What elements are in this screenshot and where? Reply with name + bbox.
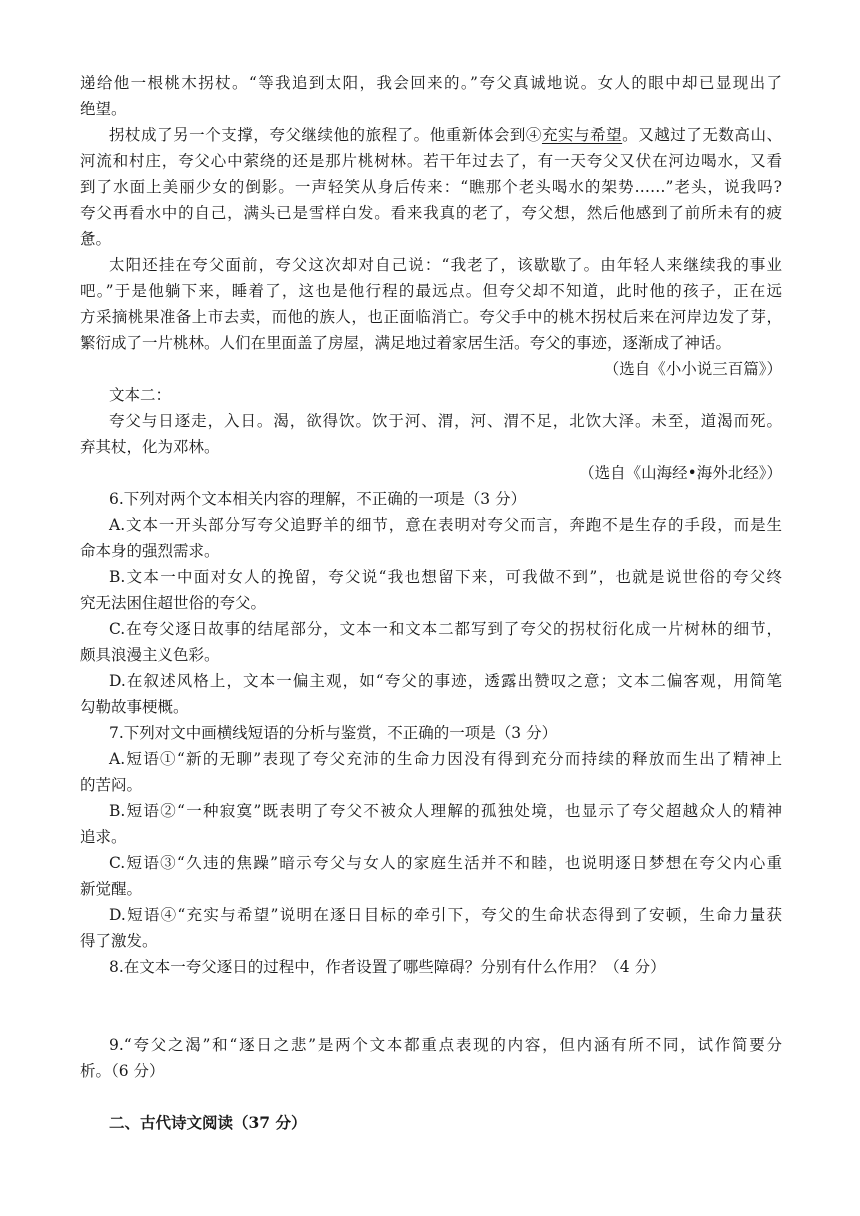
text1-source: （选自《小小说三百篇》） [603,360,782,378]
q7-option-d-cont: 得了激发。 [80,932,158,950]
q6-option-b-cont: 究无法困住超世俗的夸父。 [80,594,267,612]
q6-option-d-cont: 勾勒故事梗概。 [80,698,189,716]
text1-line: 吧。”于是他躺下来，睡着了，这也是他行程的最远点。但夸父却不知道，此时他的孩子，正在远 [80,282,782,300]
text2-line: 夸父与日逐走，入日。渴，欲得饮。饮于河、渭，河、渭不足，北饮大泽。未至，道渴而死。 [109,412,782,430]
text2-line: 弃其杖，化为邓林。 [80,438,220,456]
q6-option-c-cont: 颇具浪漫主义色彩。 [80,646,220,664]
question-9-stem-cont: 析。（6 分） [80,1062,165,1080]
question-7-stem: 7.下列对文中画横线短语的分析与鉴赏，不正确的一项是（3 分） [109,724,558,742]
q6-option-c: C.在夸父逐日故事的结尾部分，文本一和文本二都写到了夸父的拐杖衍化成一片树林的细节， [109,620,782,638]
q6-option-b: B.文本一中面对女人的挽留，夸父说“我也想留下来，可我做不到”，也就是说世俗的夸父终 [109,568,782,586]
q6-option-a: A.文本一开头部分写夸父追野羊的细节，意在表明对夸父而言，奔跑不是生存的手段，而是生 [109,516,782,534]
text1-line: 绝望。 [80,100,127,118]
q7-option-b: B.短语②“一种寂寞”既表明了夸父不被众人理解的孤独处境，也显示了夸父超越众人的精神 [109,802,782,820]
question-9-stem: 9.“夸父之渴”和“逐日之悲”是两个文本都重点表现的内容，但内涵有所不同，试作简要分 [109,1036,782,1054]
question-6-stem: 6.下列对两个文本相关内容的理解，不正确的一项是（3 分） [109,490,527,508]
text2-source: （选自《山海经•海外北经》） [579,464,782,482]
text1-line: 方采摘桃果准备上市去卖，而他的族人，也正面临消亡。夸父手中的桃木拐杖后来在河岸边发了芽， [80,308,782,326]
question-8-stem: 8.在文本一夸父逐日的过程中，作者设置了哪些障碍？分别有什么作用？（4 分） [109,958,666,976]
q6-option-a-cont: 命本身的强烈需求。 [80,542,220,560]
q7-option-c-cont: 新觉醒。 [80,880,143,898]
text1-line: 递给他一根桃木拐杖。“等我追到太阳，我会回来的。”夸父真诚地说。女人的眼中却已显现出了 [80,74,782,92]
q7-option-a: A.短语①“新的无聊”表现了夸父充沛的生命力因没有得到充分而持续的释放而生出了精神上 [109,750,782,768]
underlined-phrase-4: 充实与希望 [541,126,623,144]
section-2-title: 二、古代诗文阅读（37 分） [109,1113,307,1132]
q7-option-b-cont: 追求。 [80,828,127,846]
text1-line: 到了水面上美丽少女的倒影。一声轻笑从身后传来：“瞧那个老头喝水的架势……”老头，说我吗? [80,178,782,196]
q7-option-d: D.短语④“充实与希望”说明在逐日目标的牵引下，夸父的生命状态得到了安顿，生命力量获 [109,906,782,924]
text1-line: 惫。 [80,230,112,248]
text1-line: 繁衍成了一片桃林。人们在里面盖了房屋，满足地过着家居生活。夸父的事迹，逐渐成了神话。 [80,334,732,352]
q7-option-c: C.短语③“久违的焦躁”暗示夸父与女人的家庭生活并不和睦，也说明逐日梦想在夸父内心重 [109,854,782,872]
text2-heading: 文本二： [109,386,172,404]
text-segment: 。又越过了无数高山、 [622,126,782,144]
text1-line: 河流和村庄，夸父心中萦绕的还是那片桃树林。若干年过去了，有一天夸父又伏在河边喝水，又看 [80,152,782,170]
text1-line: 夸父再看水中的自己，满头已是雪样白发。看来我真的老了，夸父想，然后他感到了前所未有的疲 [80,204,782,222]
q7-option-a-cont: 的苦闷。 [80,776,143,794]
text-segment: 拐杖成了另一个支撑，夸父继续他的旅程了。他重新体会到④ [109,126,542,144]
text1-line: 太阳还挂在夸父面前，夸父这次却对自己说：“我老了，该歇歇了。由年轻人来继续我的事业 [109,256,782,274]
text1-paragraph-2-line-1 [0,122,860,148]
q6-option-d: D.在叙述风格上，文本一偏主观，如“夸父的事迹，透露出赞叹之意；文本二偏客观，用简笔 [109,672,782,690]
